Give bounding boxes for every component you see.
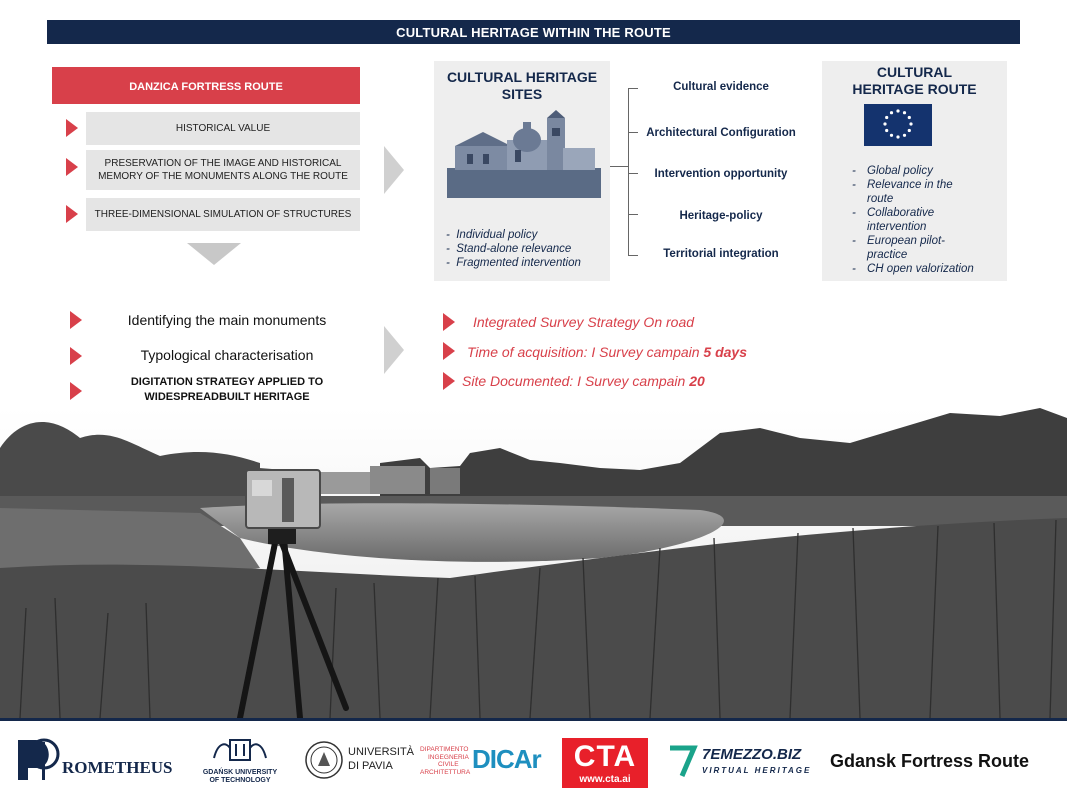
step-digitation-strategy: DIGITATION STRATEGY APPLIED TO WIDESPREADBUILT HERITAGE [130,376,324,403]
aspect-architectural-configuration: Architectural Configuration [646,127,796,139]
heritage-route-title: CULTURAL HERITAGE ROUTE [852,64,977,97]
bullet-arrow-icon [70,382,82,400]
prometheus-wordmark: ROMETHEUS [62,758,173,777]
semezzo-mark-icon [668,744,698,778]
semezzo-logo [668,744,812,780]
semezzo-wordmark: 7EMEZZO.BIZ [702,746,802,763]
gdansk-wordmark-line1: GDAŃSK UNIVERSITY [202,769,278,776]
list-item: - Individual policy [446,229,538,241]
pavia-wordmark-line1: UNIVERSITÀ [348,746,415,758]
step-typological-characterisation: Typological characterisation [140,347,314,363]
survey-sites-item: Site Documented: I Survey campain 20 [462,373,705,389]
fortress-route-item: THREE-DIMENSIONAL SIMULATION OF STRUCTURES [86,198,360,231]
survey-strategy-item: Integrated Survey Strategy On road [473,314,695,330]
dicar-line3: CIVILE [438,761,459,768]
cta-wordmark: CTA [573,740,637,773]
fortress-route-header: DANZICA FORTRESS ROUTE [52,67,360,104]
pavia-wordmark-line2: DI PAVIA [348,760,393,772]
step-identifying-monuments: Identifying the main monuments [127,312,327,328]
bullet-arrow-icon [66,205,78,223]
list-item: - Fragmented intervention [446,257,581,269]
list-item: - Stand-alone relevance [446,243,572,255]
footer-caption: Gdansk Fortress Route [830,751,1030,771]
gdansk-crest-icon [210,736,270,764]
survey-acquisition-item: Time of acquisition: I Survey campain 5 days [467,344,748,360]
landscape-survey-photo [0,408,1067,718]
dicar-wordmark: DICAr [472,744,541,774]
cultural-sites-list [446,228,581,270]
list-item: - European pilot-practice [852,235,945,261]
survey-days-value: 5 days [703,344,748,360]
bullet-arrow-icon [66,158,78,176]
page-title: CULTURAL HERITAGE WITHIN THE ROUTE [47,20,1020,44]
prometheus-logo [14,734,173,786]
aspect-intervention-opportunity: Intervention opportunity [654,168,788,180]
cultural-sites-title: CULTURAL HERITAGE SITES [446,69,598,102]
bullet-arrow-icon [443,313,455,331]
survey-sites-value: 20 [689,373,705,389]
cta-url: www.cta.ai [579,774,631,785]
right-chevron-icon [384,326,404,374]
dicar-line4: ARCHITETTURA [420,768,471,776]
bullet-arrow-icon [443,342,455,360]
cta-logo [562,738,648,788]
aspect-territorial-integration: Territorial integration [663,248,779,260]
right-chevron-icon [384,146,404,194]
down-arrow-icon [187,243,241,265]
fortress-route-item: PRESERVATION OF THE IMAGE AND HISTORICAL MEMORY OF THE MONUMENTS ALONG THE ROUTE [86,150,360,190]
bullet-arrow-icon [443,372,455,390]
aspect-heritage-policy: Heritage-policy [679,210,763,222]
bullet-arrow-icon [70,347,82,365]
fortress-route-item: HISTORICAL VALUE [86,112,360,145]
church-image [447,110,601,198]
heritage-route-list [852,164,992,276]
gdansk-university-logo [200,736,280,788]
bullet-arrow-icon [66,119,78,137]
semezzo-tagline: VIRTUAL HERITAGE [702,766,812,775]
list-item: - Collaborative intervention [852,207,935,233]
dicar-line2: INGEGNERIA [428,753,469,761]
aspect-cultural-evidence: Cultural evidence [673,81,769,93]
dicar-line1: DIPARTIMENTO [420,746,469,753]
bullet-arrow-icon [70,311,82,329]
list-item: - CH open valorization [852,263,974,275]
eu-flag-icon [864,104,932,146]
bracket-tick [628,132,638,133]
dicar-department-text [420,746,470,776]
list-item: - Global policy [852,165,933,177]
pavia-university-logo [304,740,414,782]
dicar-logo [420,740,540,782]
list-item: - Relevance in the route [852,179,953,205]
pavia-seal-icon [304,740,344,780]
gdansk-wordmark-line2: OF TECHNOLOGY [209,777,271,784]
footer-divider [0,718,1067,721]
